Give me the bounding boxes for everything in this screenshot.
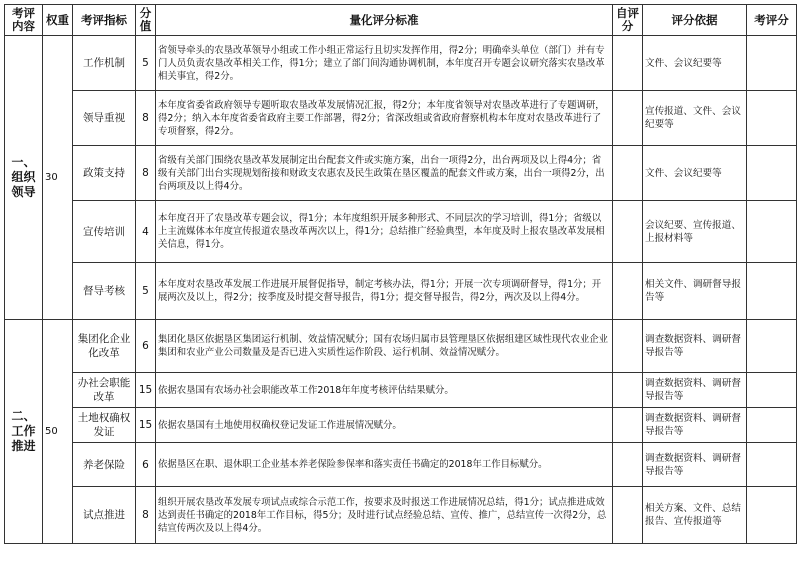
table-row	[5, 201, 797, 263]
header-review-score: 考评分	[747, 5, 797, 36]
criteria-cell: 依据农垦国有农场办社会职能改革工作2018年年度考核评估结果赋分。	[156, 373, 613, 408]
criteria-cell: 依据农垦国有土地使用权确权登记发证工作进展情况赋分。	[156, 408, 613, 443]
table-row	[5, 443, 797, 487]
indicator-cell: 政策支持	[73, 146, 136, 201]
criteria-cell: 本年度召开了农垦改革专题会议，得1分；本年度组织开展多种形式、不同层次的学习培训，得1分；省级以上主流媒体本年度宣传报道农垦改革两次以上，得1分；总结推广经验典型，本年度及时上报农垦改革发展相关信息，得1分。	[156, 201, 613, 263]
table-row	[5, 36, 797, 91]
indicator-cell: 试点推进	[73, 487, 136, 544]
score-cell: 8	[136, 91, 156, 146]
table-row	[5, 373, 797, 408]
self-score-cell[interactable]	[613, 487, 643, 544]
table-row	[5, 320, 797, 373]
header-row	[5, 5, 797, 36]
self-score-cell[interactable]	[613, 36, 643, 91]
score-cell: 6	[136, 320, 156, 373]
basis-cell: 调查数据资料、调研督导报告等	[643, 443, 747, 487]
table-row	[5, 408, 797, 443]
header-self-score: 自评分	[613, 5, 643, 36]
self-score-cell[interactable]	[613, 263, 643, 320]
criteria-cell: 依据垦区在职、退休职工企业基本养老保险参保率和落实责任书确定的2018年工作目标赋分。	[156, 443, 613, 487]
review-score-cell[interactable]	[747, 146, 797, 201]
criteria-cell: 本年度省委省政府领导专题听取农垦改革发展情况汇报，得2分；本年度省领导对农垦改革进行了专题调研，得2分；纳入本年度省委省政府主要工作部署，得2分；省深改组或省政府督察机构本年度对农垦改革进行了专项督察，得2分。	[156, 91, 613, 146]
header-criteria: 量化评分标准	[156, 5, 613, 36]
basis-cell: 相关文件、调研督导报告等	[643, 263, 747, 320]
review-score-cell[interactable]	[747, 320, 797, 373]
self-score-cell[interactable]	[613, 443, 643, 487]
basis-cell: 会议纪要、宣传报道、上报材料等	[643, 201, 747, 263]
header-basis: 评分依据	[643, 5, 747, 36]
header-content: 考评内容	[5, 5, 43, 36]
weight-cell: 30	[43, 36, 73, 320]
review-score-cell[interactable]	[747, 443, 797, 487]
review-score-cell[interactable]	[747, 91, 797, 146]
score-cell: 5	[136, 36, 156, 91]
table-row	[5, 146, 797, 201]
self-score-cell[interactable]	[613, 320, 643, 373]
indicator-cell: 土地权确权发证	[73, 408, 136, 443]
self-score-cell[interactable]	[613, 201, 643, 263]
evaluation-table	[4, 4, 797, 544]
indicator-cell: 养老保险	[73, 443, 136, 487]
table-row	[5, 263, 797, 320]
basis-cell: 调查数据资料、调研督导报告等	[643, 320, 747, 373]
review-score-cell[interactable]	[747, 487, 797, 544]
criteria-cell: 省级有关部门围绕农垦改革发展制定出台配套文件或实施方案，出台一项得2分，出台两项及以上得4分；省级有关部门出台实现规划衔接和财政支农惠农及民生政策在垦区覆盖的配套文件或方案，出台一项得2分，出台两项及以上得4分。	[156, 146, 613, 201]
score-cell: 15	[136, 408, 156, 443]
basis-cell: 相关方案、文件、总结报告、宣传报道等	[643, 487, 747, 544]
basis-cell: 调查数据资料、调研督导报告等	[643, 408, 747, 443]
score-cell: 15	[136, 373, 156, 408]
score-cell: 5	[136, 263, 156, 320]
header-weight: 权重	[43, 5, 73, 36]
criteria-cell: 组织开展农垦改革发展专项试点或综合示范工作，按要求及时报送工作进展情况总结，得1分；试点推进成效达到责任书确定的2018年工作目标，得5分；及时进行试点经验总结、宣传、推广，总结宣传一次得2分，总结宣传两次及以上得4分。	[156, 487, 613, 544]
basis-cell: 调查数据资料、调研督导报告等	[643, 373, 747, 408]
basis-cell: 文件、会议纪要等	[643, 146, 747, 201]
indicator-cell: 办社会职能改革	[73, 373, 136, 408]
indicator-cell: 集团化企业化改革	[73, 320, 136, 373]
basis-cell: 文件、会议纪要等	[643, 36, 747, 91]
header-score: 分值	[136, 5, 156, 36]
criteria-cell: 省领导牵头的农垦改革领导小组或工作小组正常运行且切实发挥作用，得2分；明确牵头单位（部门）并有专门人员负责农垦改革相关工作，得1分；建立了部门间沟通协调机制，本年度召开专题会议研究落实农垦改革相关事宜，得2分。	[156, 36, 613, 91]
score-cell: 8	[136, 487, 156, 544]
review-score-cell[interactable]	[747, 201, 797, 263]
indicator-cell: 宣传培训	[73, 201, 136, 263]
category-cell: 一、组织领导	[5, 36, 43, 320]
table-row	[5, 487, 797, 544]
weight-cell: 50	[43, 320, 73, 544]
review-score-cell[interactable]	[747, 373, 797, 408]
review-score-cell[interactable]	[747, 36, 797, 91]
score-cell: 4	[136, 201, 156, 263]
score-cell: 6	[136, 443, 156, 487]
self-score-cell[interactable]	[613, 146, 643, 201]
score-cell: 8	[136, 146, 156, 201]
basis-cell: 宣传报道、文件、会议纪要等	[643, 91, 747, 146]
table-row	[5, 91, 797, 146]
self-score-cell[interactable]	[613, 373, 643, 408]
criteria-cell: 本年度对农垦改革发展工作进展开展督促指导，制定考核办法，得1分；开展一次专项调研督导，得1分；开展两次及以上，得2分；按季度及时提交督导报告，得1分；提交督导报告，得2分，两次及以上得4分。	[156, 263, 613, 320]
indicator-cell: 领导重视	[73, 91, 136, 146]
review-score-cell[interactable]	[747, 263, 797, 320]
header-indicator: 考评指标	[73, 5, 136, 36]
self-score-cell[interactable]	[613, 91, 643, 146]
criteria-cell: 集团化垦区依据垦区集团运行机制、效益情况赋分；国有农场归属市县管理垦区依据组建区域性现代农业企业集团和农业产业公司数量及是否已进入实质性运作阶段、运行机制、效益情况赋分。	[156, 320, 613, 373]
review-score-cell[interactable]	[747, 408, 797, 443]
indicator-cell: 督导考核	[73, 263, 136, 320]
indicator-cell: 工作机制	[73, 36, 136, 91]
self-score-cell[interactable]	[613, 408, 643, 443]
category-cell: 二、工作推进	[5, 320, 43, 544]
